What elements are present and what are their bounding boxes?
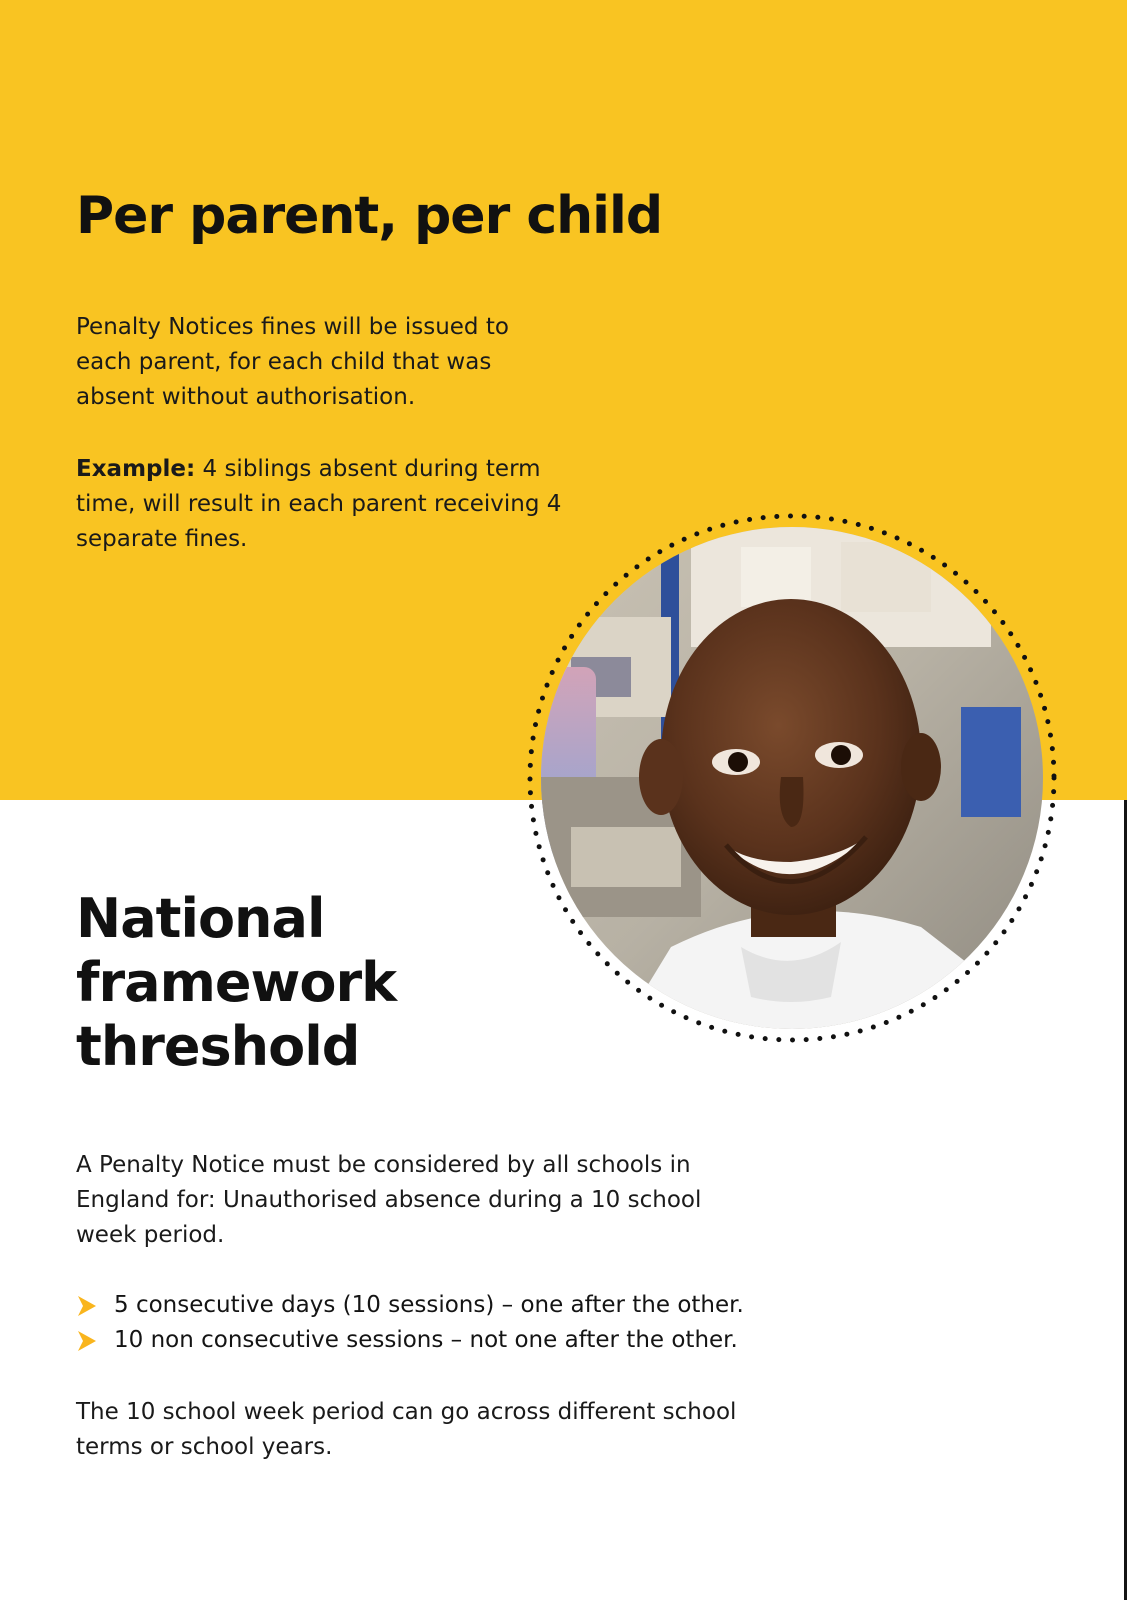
bullet-text: 5 consecutive days (10 sessions) – one after the other. <box>114 1292 744 1318</box>
example-text: 4 siblings absent during term time, will result in each parent receiving 4 separate fines. <box>76 456 562 552</box>
threshold-bullet-list <box>76 1288 796 1358</box>
chevron-right-icon <box>78 1331 96 1351</box>
framework-intro: A Penalty Notice must be considered by all schools in England for: Unauthorised absence during a 10 school week period. <box>76 1152 702 1248</box>
list-item <box>76 1323 796 1358</box>
section-heading-national-framework: National framework threshold <box>76 887 396 1078</box>
chevron-right-icon <box>78 1296 96 1316</box>
framework-note: The 10 school week period can go across different school terms or school years. <box>76 1399 737 1460</box>
bullet-text: 10 non consecutive sessions – not one after the other. <box>114 1327 738 1353</box>
smiling-child-photo <box>541 527 1043 1029</box>
penalty-notice-body: Penalty Notices fines will be issued to each parent, for each child that was absent without authorisation. <box>76 314 509 410</box>
example-label: Example: <box>76 456 196 482</box>
section-heading-per-parent: Per parent, per child <box>76 186 663 246</box>
child-illustration-icon <box>541 527 1043 1029</box>
list-item <box>76 1288 796 1323</box>
child-photo-frame <box>522 508 1062 1048</box>
example-paragraph <box>76 452 566 557</box>
